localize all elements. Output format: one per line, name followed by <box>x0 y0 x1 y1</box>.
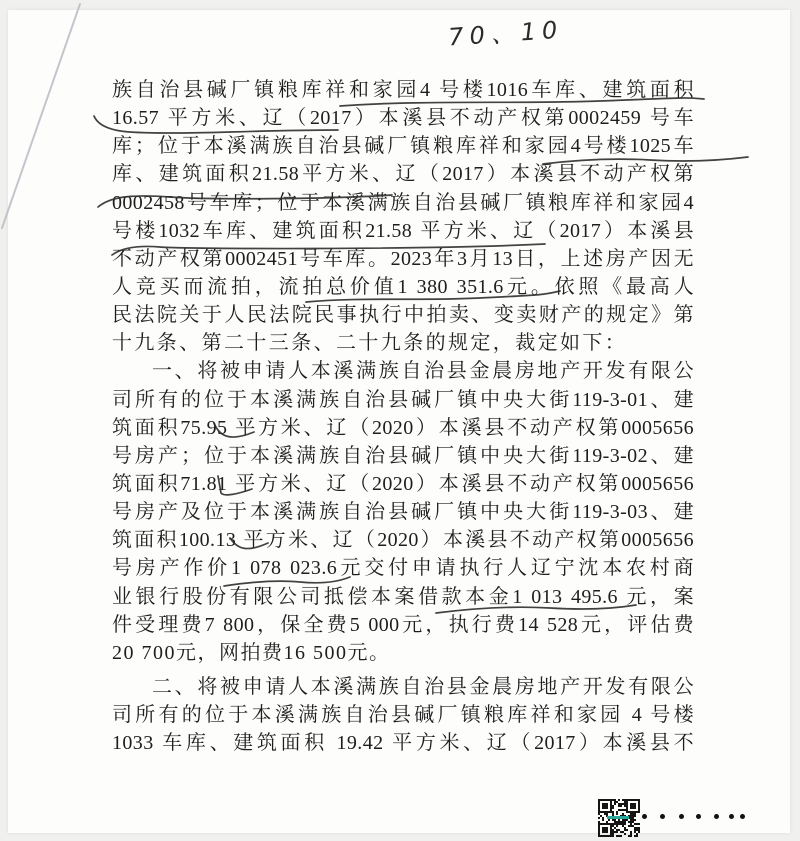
dot <box>660 814 665 819</box>
doc-line: 20 700元，网拍费16 500元。 <box>112 641 391 664</box>
dot <box>696 814 701 819</box>
dot <box>740 814 745 819</box>
doc-line: 不动产权第0002451号车库。2023年3月13日，上述房产因无 <box>112 247 694 270</box>
doc-line: 筑面积71.81 平方米、辽（2020）本溪县不动产权第0005656 <box>112 472 694 495</box>
doc-line: 司所有的位于本溪满族自治县碱厂镇中央大街119-3-01、建 <box>112 388 694 411</box>
dot <box>729 814 734 819</box>
doc-line: 人竞买而流拍，流拍总价值1 380 351.6元。依照《最高人 <box>112 275 694 298</box>
doc-line: 0002458号车库；位于本溪满族自治县碱厂镇粮库祥和家园4 <box>112 191 694 214</box>
footer-dots <box>642 814 745 819</box>
doc-line: 十九条、第二十三条、二十九条的规定，裁定如下： <box>112 332 628 355</box>
dot <box>714 814 719 819</box>
doc-line: 二、将被申请人本溪满族自治县金晨房地产开发有限公 <box>152 675 694 698</box>
doc-line: 民法院关于人民法院民事执行中拍卖、变卖财产的规定》第 <box>112 304 694 327</box>
doc-line: 库；位于本溪满族自治县碱厂镇粮库祥和家园4号楼1025车 <box>112 135 694 158</box>
doc-line: 号房产；位于本溪满族自治县碱厂镇中央大街119-3-02、建 <box>112 444 694 467</box>
doc-line: 号楼1032车库、建筑面积21.58 平方米、辽（2017）本溪县 <box>112 219 694 242</box>
qr-code <box>598 799 640 837</box>
doc-line: 号房产作价1 078 023.6元交付申请执行人辽宁沈本农村商 <box>112 557 694 580</box>
doc-line: 1033 车库、建筑面积 19.42 平方米、辽（2017）本溪县不 <box>112 732 694 755</box>
doc-line: 16.57 平方米、辽（2017）本溪县不动产权第0002459 号车 <box>112 107 694 130</box>
doc-line: 业银行股份有限公司抵偿本案借款本金1 013 495.6 元，案 <box>112 585 694 608</box>
dot <box>642 814 647 819</box>
doc-line: 件受理费7 800，保全费5 000元，执行费14 528元，评估费 <box>112 613 694 636</box>
doc-line: 筑面积100.13 平方米、辽（2020）本溪县不动产权第0005656 <box>112 529 694 552</box>
doc-line: 号房产及位于本溪满族自治县碱厂镇中央大街119-3-03、建 <box>112 501 694 524</box>
document-text <box>112 76 694 757</box>
doc-line: 一、将被申请人本溪满族自治县金晨房地产开发有限公 <box>152 360 694 383</box>
doc-line: 司所有的位于本溪满族自治县碱厂镇粮库祥和家园 4 号楼 <box>112 704 694 727</box>
doc-line: 库、建筑面积21.58平方米、辽（2017）本溪县不动产权第 <box>112 163 694 186</box>
handwritten-note: 70、10 <box>447 15 565 52</box>
doc-line: 筑面积75.95 平方米、辽（2020）本溪县不动产权第0005656 <box>112 416 694 439</box>
doc-line: 族自治县碱厂镇粮库祥和家园4 号楼1016车库、建筑面积 <box>112 79 694 101</box>
dot <box>679 814 684 819</box>
